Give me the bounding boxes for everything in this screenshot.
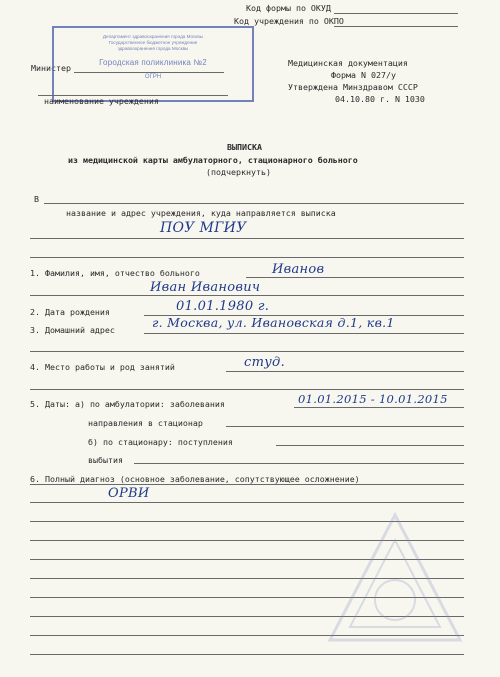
page-subtitle-note: (подчеркнуть) bbox=[206, 167, 271, 177]
doc-line-1: Медицинская документация bbox=[288, 58, 408, 68]
page-subtitle: из медицинской карты амбулаторного, стационарного больного bbox=[68, 155, 358, 165]
field-5-discharge-underline bbox=[134, 463, 464, 464]
institution-caption: наименование учреждения bbox=[44, 96, 159, 106]
handwritten-address: г. Москва, ул. Ивановская д.1, кв.1 bbox=[152, 315, 395, 330]
handwritten-diagnosis: ОРВИ bbox=[108, 486, 150, 501]
institution-stamp bbox=[52, 26, 254, 102]
field-6-underline bbox=[30, 484, 464, 485]
handwritten-illness-dates: 01.01.2015 - 10.01.2015 bbox=[298, 392, 448, 406]
field-5b-label: б) по стационару: поступления bbox=[88, 437, 233, 447]
to-underline bbox=[44, 203, 464, 204]
doc-line-2: Форма N 027/у bbox=[331, 70, 396, 80]
handwritten-name-patronymic: Иван Иванович bbox=[150, 280, 261, 295]
field-5-discharge-label: выбытия bbox=[88, 455, 123, 465]
field-1-underline bbox=[246, 277, 464, 278]
field-3b-underline bbox=[30, 351, 464, 352]
handwritten-surname: Иванов bbox=[272, 262, 325, 277]
doc-line-3: Утверждена Минздравом СССР bbox=[288, 82, 418, 92]
field-1-label: 1. Фамилия, имя, отчество больного bbox=[30, 268, 200, 278]
handwritten-birth-date: 01.01.1980 г. bbox=[176, 299, 270, 314]
blank-line-1 bbox=[30, 257, 464, 258]
field-4-underline bbox=[226, 371, 464, 372]
okud-label: Код формы по ОКУД bbox=[246, 3, 331, 13]
okpo-label: Код учреждения по ОКПО bbox=[234, 16, 344, 26]
recipient-line bbox=[30, 238, 464, 239]
handwritten-work: студ. bbox=[244, 355, 286, 370]
field-4-label: 4. Место работы и род занятий bbox=[30, 362, 175, 372]
field-4b-underline bbox=[30, 389, 464, 390]
field-5b-underline bbox=[276, 445, 464, 446]
field-2-label: 2. Дата рождения bbox=[30, 307, 110, 317]
okpo-underline bbox=[334, 26, 458, 27]
stamp-ogrn: ОГРН bbox=[144, 74, 162, 80]
doc-line-4: 04.10.80 г. N 1030 bbox=[335, 94, 425, 104]
to-caption: название и адрес учреждения, куда направляется выписка bbox=[66, 208, 336, 218]
page-title: ВЫПИСКА bbox=[227, 142, 262, 152]
handwritten-recipient: ПОУ МГИУ bbox=[160, 220, 247, 236]
ministry-label: Министер bbox=[31, 63, 71, 73]
field-5-underline bbox=[294, 407, 464, 408]
field-3-label: 3. Домашний адрес bbox=[30, 325, 115, 335]
field-3-underline bbox=[144, 333, 464, 334]
stamp-org-text: Департамент здравоохранения города Москвы Государственное бюджетное учреждение здравоохранения города Москвы bbox=[102, 34, 204, 51]
stamp-polyclinic: Городская поликлиника №2 bbox=[99, 58, 207, 67]
field-5-label: 5. Даты: а) по амбулатории: заболевания bbox=[30, 399, 225, 409]
field-5-hospital-label: направления в стационар bbox=[88, 418, 203, 428]
to-prefix: В bbox=[34, 194, 39, 204]
diag-line-1 bbox=[30, 502, 464, 503]
field-6-label: 6. Полный диагноз (основное заболевание, сопутствующее осложнение) bbox=[30, 474, 360, 484]
field-5-hospital-underline bbox=[226, 426, 464, 427]
field-1b-underline bbox=[30, 295, 464, 296]
watermark-stamp bbox=[320, 505, 470, 655]
okud-underline bbox=[334, 13, 458, 14]
